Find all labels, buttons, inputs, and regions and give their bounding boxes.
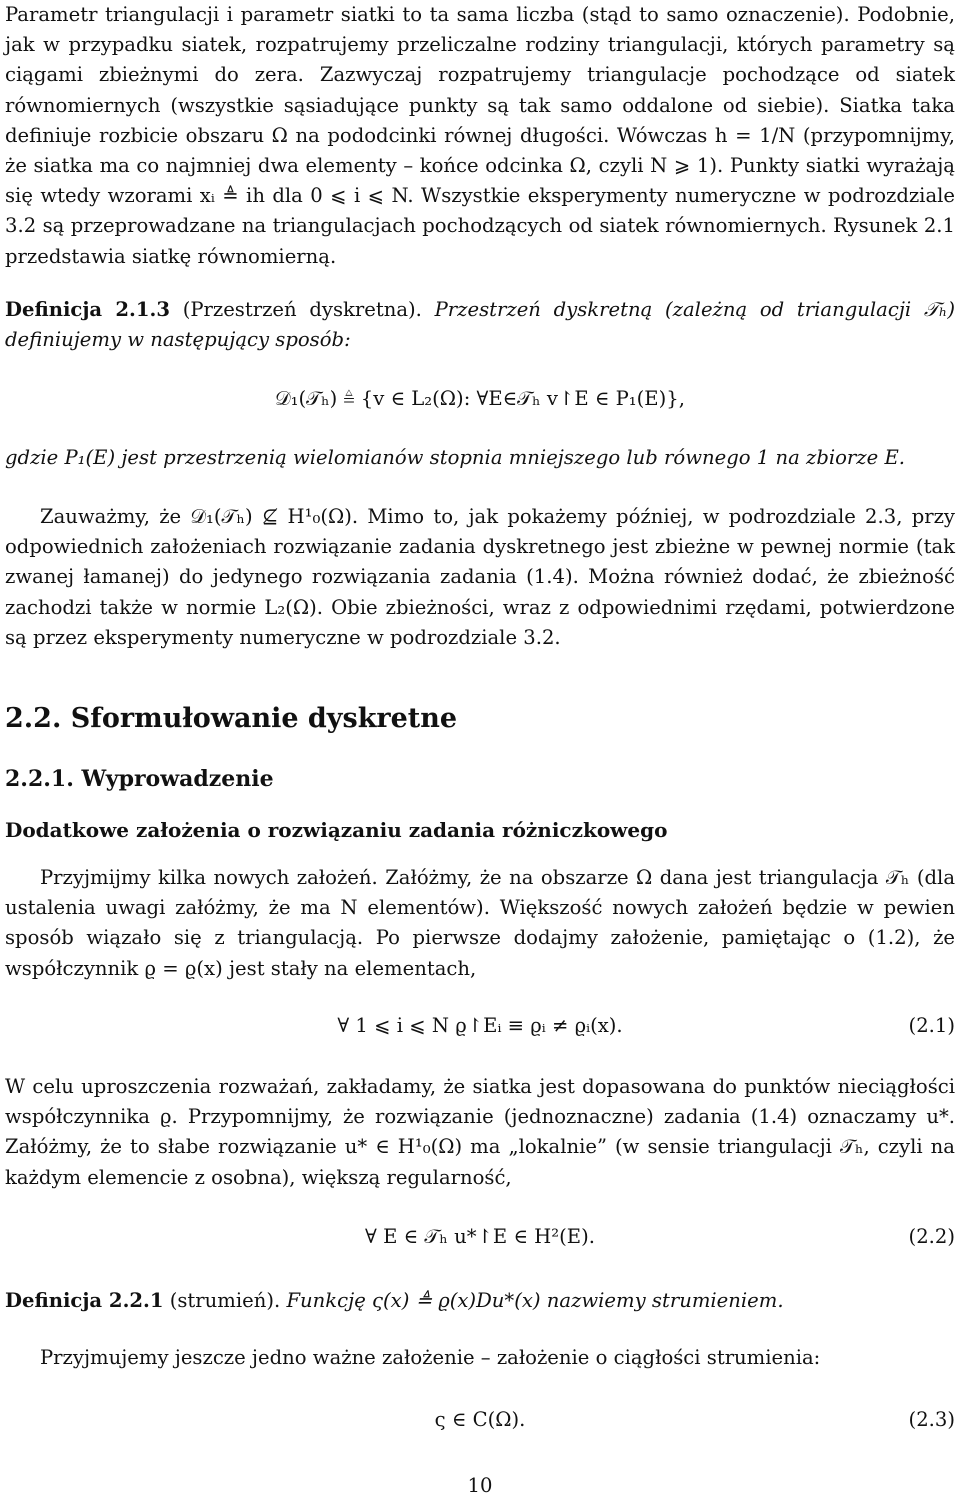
subsubsection-heading: Dodatkowe założenia o rozwiązaniu zadania różniczkowego [5, 818, 668, 842]
subsection-heading: 2.2.1. Wyprowadzenie [5, 766, 274, 792]
equation: ∀ 1 ⩽ i ⩽ N ϱ↾Eᵢ ≡ ϱᵢ ≠ ϱᵢ(x). [337, 1014, 623, 1037]
definition-text: Funkcję ς(x) ≜ ϱ(x)Du*(x) nazwiemy strumieniem. [286, 1289, 784, 1312]
paragraph-uniform-grids: Parametr triangulacji i parametr siatki to ta sama liczba (stąd to samo oznaczenie). Podobnie, jak w przypadku siatek, rozpatrujemy przeliczalne rodziny triangulacji, których parametry są ciągami zbieżnymi do zera. Zazwyczaj rozpatrujemy triangulacje pochodzące od siatek równomiernych (wszystkie sąsiadujące punkty są tak samo oddalone od siebie). Siatka taka definiuje rozbicie obszaru Ω na pododcinki równej długości. Wówczas h = 1/N (przypomnijmy, że siatka ma co najmniej dwa elementy – końce odcinka Ω, czyli N ⩾ 1). Punkty siatki wyrażają się wtedy wzorami xᵢ ≜ ih dla 0 ⩽ i ⩽ N. Wszystkie eksperymenty numeryczne w podrozdziale 3.2 są przeprowadzane na triangulacjach pochodzących od siatek równomiernych. Rysunek 2.1 przedstawia siatkę równomierną. [5, 3, 955, 268]
equation: ς ∈ C(Ω). [434, 1408, 526, 1431]
definition-name: (Przestrzeń dyskretna). [182, 298, 422, 321]
equation-number: (2.2) [908, 1225, 955, 1248]
section-heading: 2.2. Sformułowanie dyskretne [5, 703, 458, 734]
paragraph-flux-continuity: Przyjmujemy jeszcze jedno ważne założenie – założenie o ciągłości strumienia: [40, 1346, 821, 1369]
definition-label: Definicja 2.2.1 [5, 1289, 164, 1312]
paragraph-assumptions: Przyjmijmy kilka nowych założeń. Załóżmy, że na obszarze Ω dana jest triangulacja 𝒯ₕ (dla ustalenia uwagi załóżmy, że ma N elementów). Większość nowych założeń będzie w pewien sposób wiązało się z triangulacją. Po pierwsze dodajmy założenie, pamiętając o (1.2), że współczynnik ϱ = ϱ(x) jest stały na elementach, [5, 866, 955, 980]
equation-2-1 [5, 1009, 955, 1043]
definition-text: Przestrzeń dyskretną (zależną od triangulacji 𝒯ₕ) definiujemy w następujący sposób: [5, 298, 955, 352]
formula: 𝒟₁(𝒯ₕ) ≜ {v ∈ L₂(Ω): ∀E∈𝒯ₕ v↾E ∈ P₁(E)}, [275, 387, 685, 410]
definition-discrete-space [5, 295, 955, 355]
equation-2-2 [5, 1220, 955, 1254]
definition-continuation: gdzie P₁(E) jest przestrzenią wielomianów stopnia mniejszego lub równego 1 na zbiorze E. [5, 446, 905, 469]
page-number: 10 [467, 1474, 493, 1497]
definition-flux [5, 1286, 955, 1316]
definition-label: Definicja 2.1.3 [5, 298, 170, 321]
paragraph-convergence: Zauważmy, że 𝒟₁(𝒯ₕ) ⊈ H¹₀(Ω). Mimo to, jak pokażemy później, w podrozdziale 2.3, przy odpowiednich założeniach rozwiązanie zadania dyskretnego jest zbieżne w pewnej normie (tak zwanej łamanej) do jedynego rozwiązania zadania (1.4). Można również dodać, że zbieżność zachodzi także w normie L₂(Ω). Obie zbieżności, wraz z odpowiednimi rzędami, potwierdzone są przez eksperymenty numeryczne w podrozdziale 3.2. [5, 505, 955, 649]
equation-number: (2.1) [908, 1014, 955, 1037]
discrete-space-formula [5, 382, 955, 416]
definition-name: (strumień). [169, 1289, 281, 1312]
equation-2-3 [5, 1403, 955, 1437]
paragraph-regularity: W celu uproszczenia rozważań, zakładamy, że siatka jest dopasowana do punktów nieciągłości współczynnika ϱ. Przypomnijmy, że rozwiązanie (jednoznaczne) zadania (1.4) oznaczamy u*. Załóżmy, że to słabe rozwiązanie u* ∈ H¹₀(Ω) ma „lokalnie” (w sensie triangulacji 𝒯ₕ, czyli na każdym elemencie z osobna), większą regularność, [5, 1075, 955, 1189]
equation: ∀ E ∈ 𝒯ₕ u*↾E ∈ H²(E). [365, 1225, 595, 1248]
equation-number: (2.3) [908, 1408, 955, 1431]
